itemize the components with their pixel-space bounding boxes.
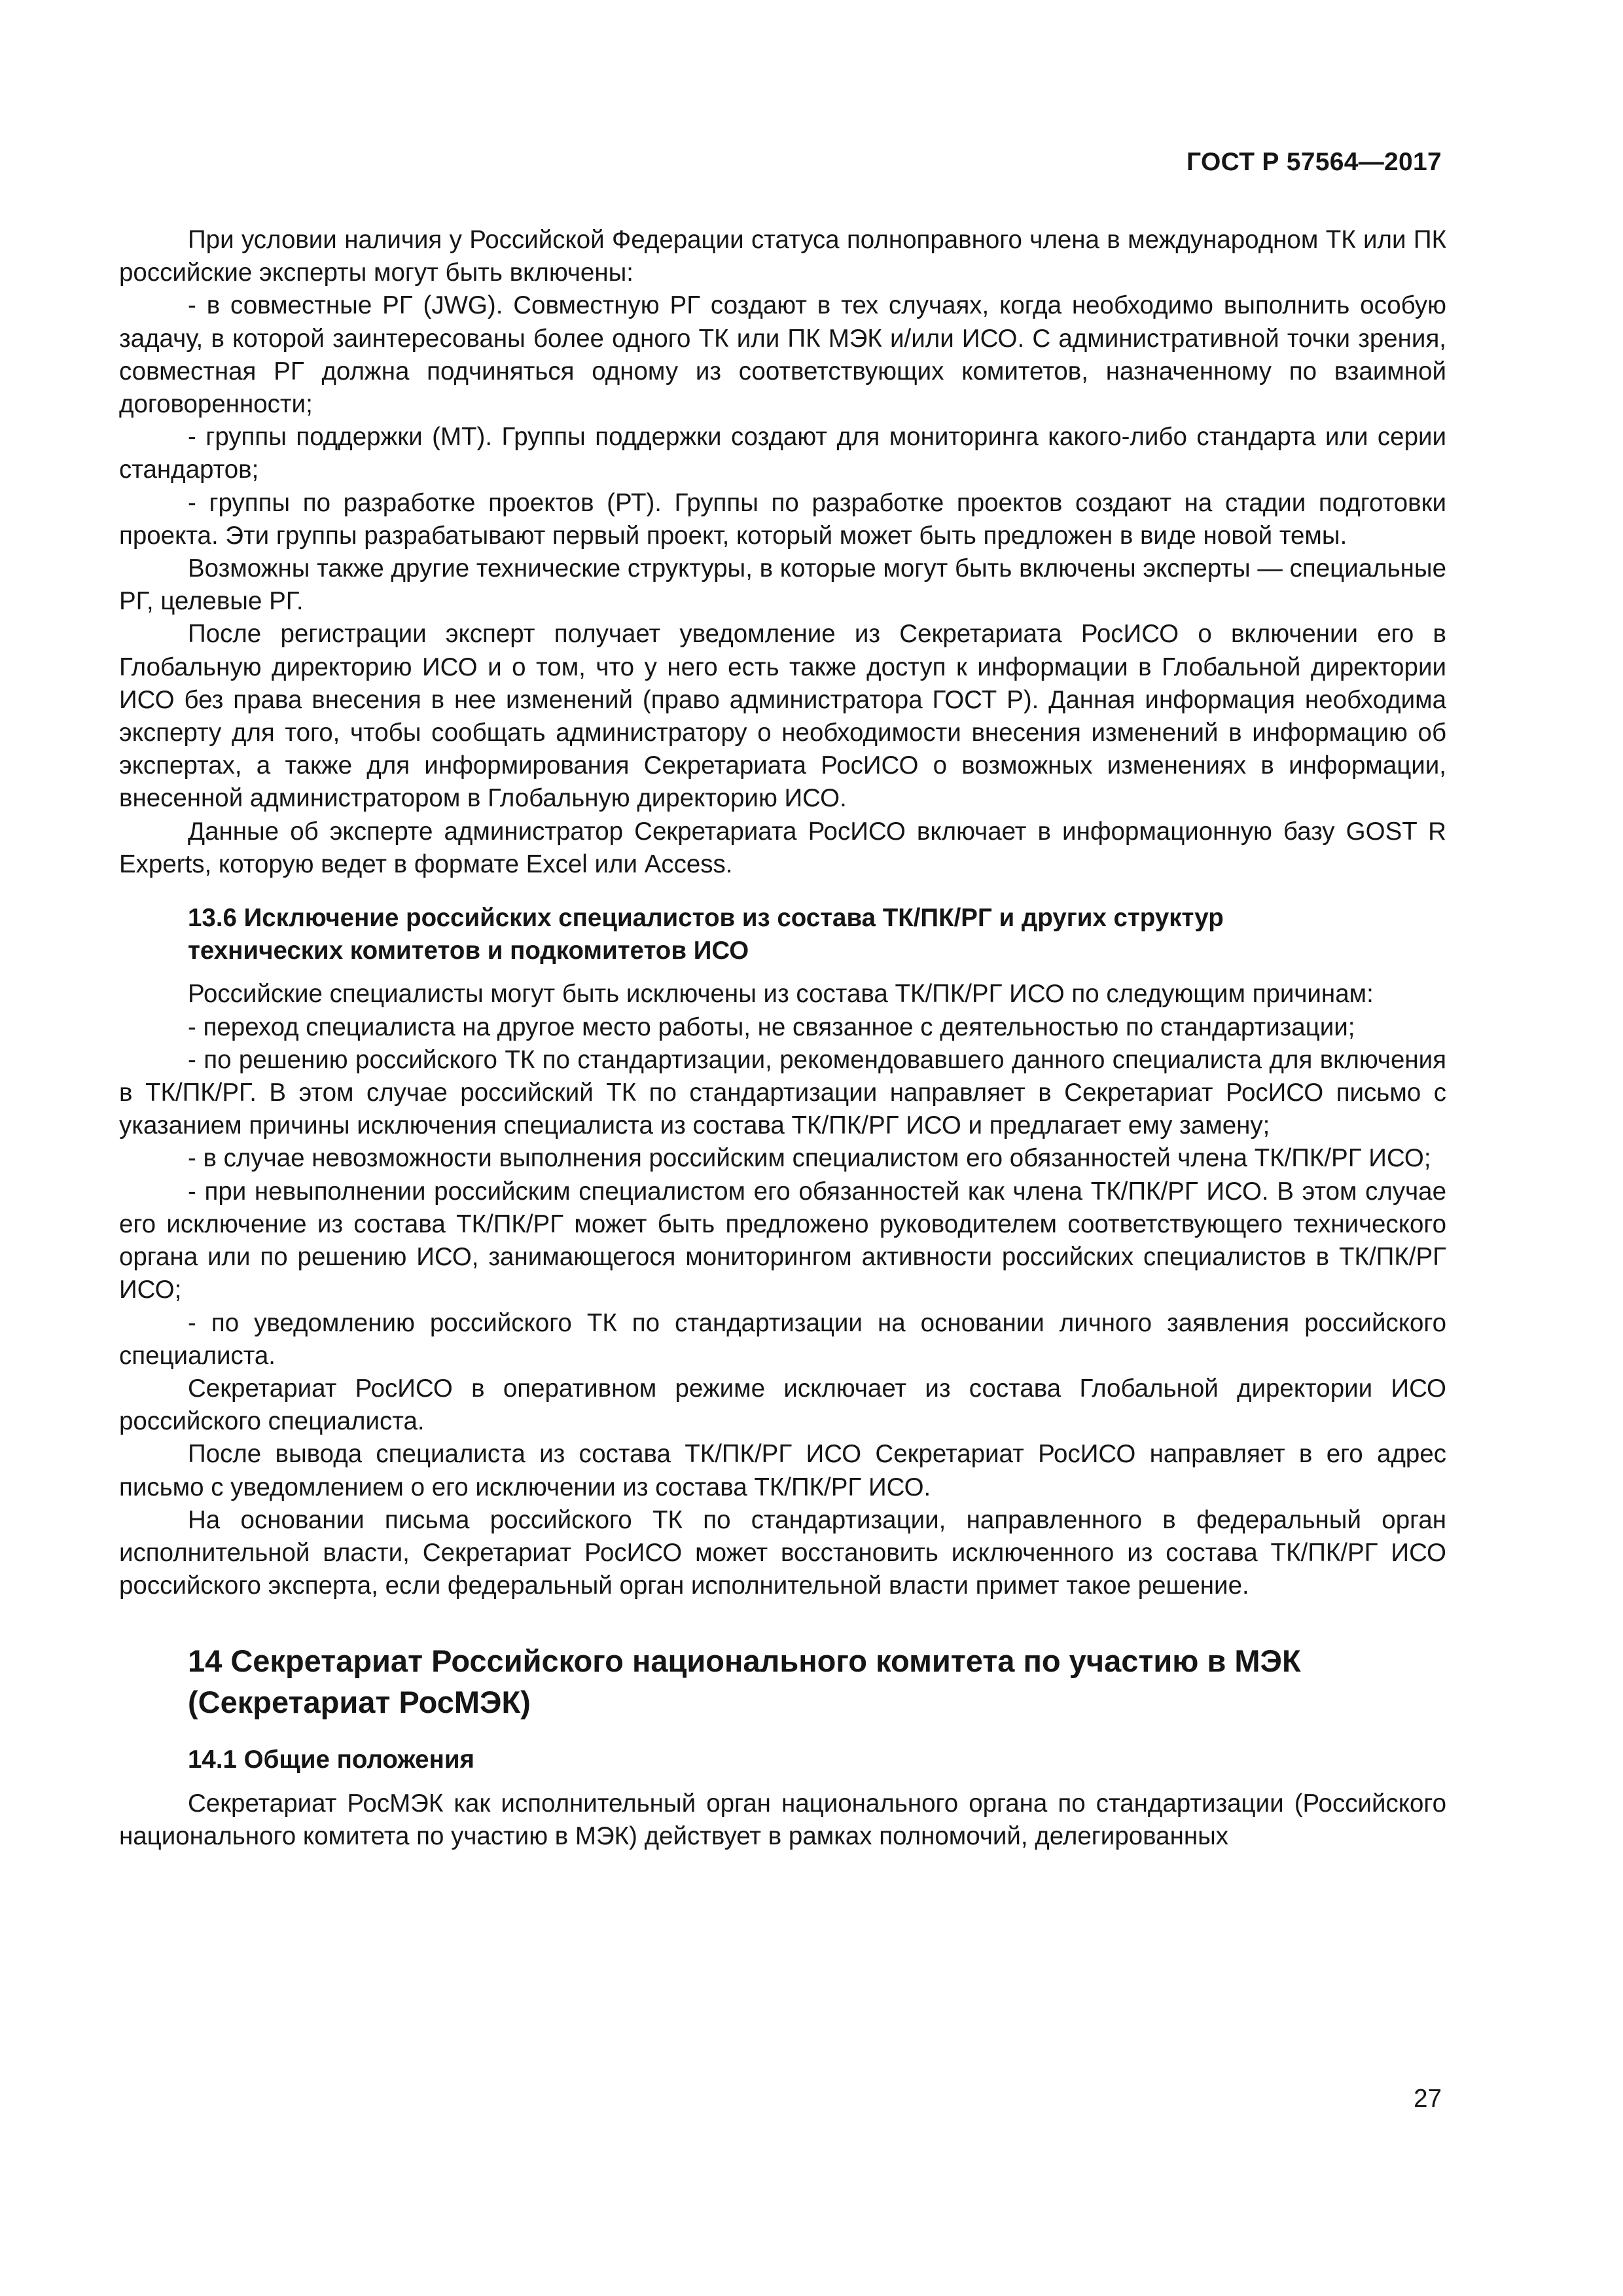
paragraph: Возможны также другие технические структуры, в которые могут быть включены эксперты — специальные РГ, целевые РГ.	[119, 554, 1446, 616]
list-item: - переход специалиста на другое место работы, не связанное с деятельностью по стандартизации;	[188, 1013, 1355, 1041]
section-13-6-heading-line2: технических комитетов и подкомитетов ИСО	[188, 937, 749, 965]
section-14-heading	[188, 1640, 1446, 1723]
section-13-6-heading-line1: 13.6 Исключение российских специалистов из состава ТК/ПК/РГ и других структур	[188, 904, 1224, 933]
list-item: - в совместные РГ (JWG). Совместную РГ создают в тех случаях, когда необходимо выполнить особую задачу, в которой заинтересованы более одного ТК или ПК МЭК и/или ИСО. С административной точки зрения, совместная РГ должна подчиняться одному из соответствующих комитетов, назначенному по взаимной договоренности;	[119, 291, 1446, 419]
paragraph: После регистрации эксперт получает уведомление из Секретариата РосИСО о включении его в Глобальную директорию ИСО и о том, что у него есть также доступ к информации в Глобальной директории ИСО без права внесения в нее изменений (право администратора ГОСТ Р). Данная информация необходима эксперту для того, чтобы сообщать администратору о необходимости внесения изменений в информацию об экспертах, а также для информирования Секретариата РосИСО о возможных изменениях в информации, внесенной администратором в Глобальную директорию ИСО.	[119, 620, 1446, 813]
list-item: - в случае невозможности выполнения российским специалистом его обязанностей члена ТК/ПК/РГ ИСО;	[188, 1144, 1431, 1173]
paragraph: Секретариат РосИСО в оперативном режиме исключает из состава Глобальной директории ИСО российского специалиста.	[119, 1374, 1446, 1436]
section-14-heading-line1: 14 Секретариат Российского национального комитета по участию в МЭК	[188, 1643, 1301, 1679]
paragraph: После вывода специалиста из состава ТК/ПК/РГ ИСО Секретариат РосИСО направляет в его адрес письмо с уведомлением о его исключении из состава ТК/ПК/РГ ИСО.	[119, 1440, 1446, 1501]
list-item: - группы поддержки (МТ). Группы поддержки создают для мониторинга какого-либо стандарта или серии стандартов;	[119, 423, 1446, 484]
page-number: 27	[1414, 2085, 1442, 2113]
list-item: - по уведомлению российского ТК по стандартизации на основании личного заявления российского специалиста.	[119, 1308, 1446, 1370]
section-13-6-heading	[188, 902, 1446, 967]
paragraph: При условии наличия у Российской Федерации статуса полноправного члена в международном ТК или ПК российские эксперты могут быть включены:	[119, 226, 1446, 287]
document-id: ГОСТ Р 57564—2017	[1186, 148, 1442, 176]
paragraph: Данные об эксперте администратор Секретариата РосИСО включает в информационную базу GOST R Experts, которую ведет в формате Excel или Access.	[119, 817, 1446, 878]
list-item: - по решению российского ТК по стандартизации, рекомендовавшего данного специалиста для включения в ТК/ПК/РГ. В этом случае российский ТК по стандартизации направляет в Секретариат РосИСО письмо с указанием причины исключения специалиста из состава ТК/ПК/РГ ИСО и предлагает ему замену;	[119, 1045, 1446, 1140]
list-item: - группы по разработке проектов (РТ). Группы по разработке проектов создают на стадии подготовки проекта. Эти группы разрабатывают первый проект, который может быть предложен в виде новой темы.	[119, 488, 1446, 550]
paragraph: Секретариат РосМЭК как исполнительный орган национального органа по стандартизации (Российского национального комитета по участию в МЭК) действует в рамках полномочий, делегированных	[119, 1789, 1446, 1850]
document-body	[119, 224, 1446, 1853]
paragraph: На основании письма российского ТК по стандартизации, направленного в федеральный орган исполнительной власти, Секретариат РосИСО может восстановить исключенного из состава ТК/ПК/РГ ИСО российского эксперта, если федеральный орган исполнительной власти примет такое решение.	[119, 1505, 1446, 1600]
paragraph: Российские специалисты могут быть исключены из состава ТК/ПК/РГ ИСО по следующим причинам:	[188, 980, 1374, 1009]
section-14-1-heading: 14.1 Общие положения	[188, 1746, 474, 1774]
list-item: - при невыполнении российским специалистом его обязанностей как члена ТК/ПК/РГ ИСО. В этом случае его исключение из состава ТК/ПК/РГ может быть предложено руководителем соответствующего технического органа или по решению ИСО, занимающегося мониторингом активности российских специалистов в ТК/ПК/РГ ИСО;	[119, 1177, 1446, 1304]
section-14-heading-line2: (Секретариат РосМЭК)	[188, 1685, 531, 1720]
